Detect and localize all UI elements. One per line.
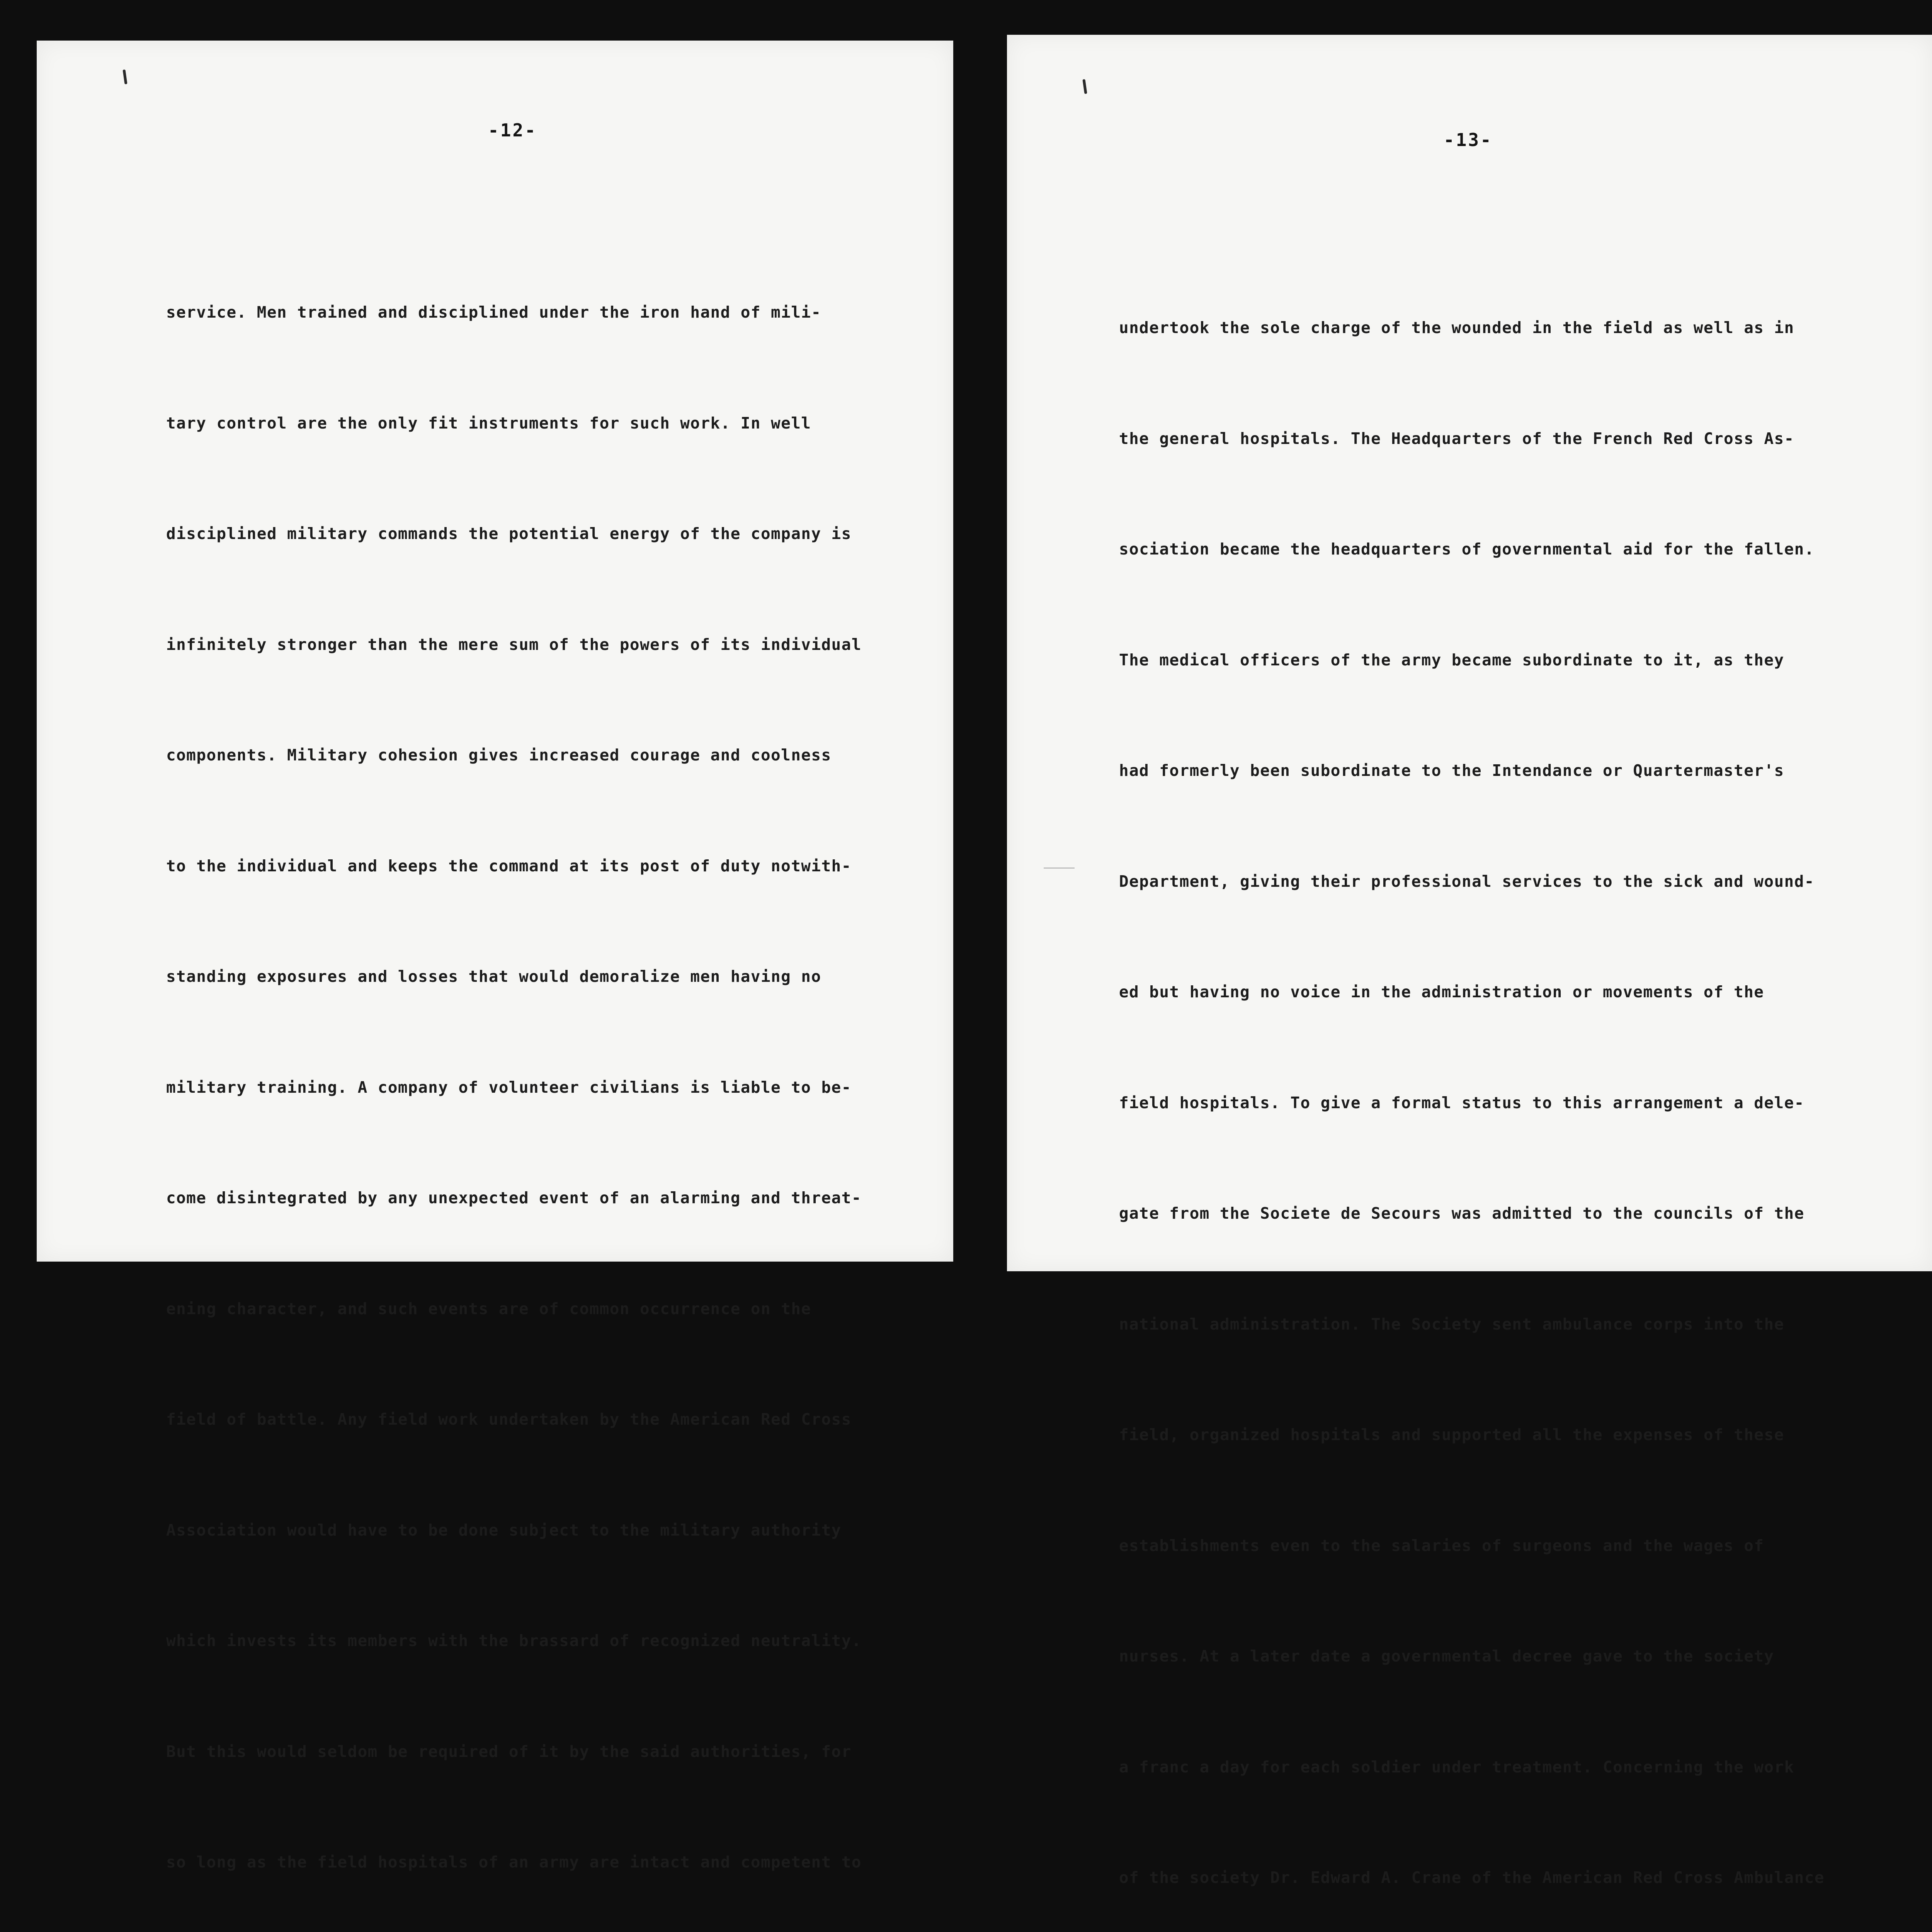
text-line: Association would have to be done subject to the military authority xyxy=(166,1520,842,1539)
text-line: ed but having no voice in the administration or movements of the xyxy=(1119,983,1764,1001)
text-line: field, organized hospitals and supported all the expenses of these xyxy=(1119,1425,1784,1444)
text-line: tary control are the only fit instruments for such work. In well xyxy=(166,413,811,432)
text-line: disciplined military commands the potential energy of the company is xyxy=(166,524,852,543)
page-number: -12- xyxy=(488,120,537,141)
ink-mark xyxy=(122,70,127,85)
text-line: which invests its members with the brassard of recognized neutrality. xyxy=(166,1631,862,1650)
text-line: national administration. The Society sent ambulance corps into the xyxy=(1119,1315,1784,1333)
text-line: service. Men trained and disciplined under the iron hand of mili- xyxy=(166,303,821,321)
page-number: -13- xyxy=(1444,129,1493,150)
text-line: infinitely stronger than the mere sum of the powers of its individual xyxy=(166,635,862,654)
body-text xyxy=(1119,236,1825,1932)
margin-mark xyxy=(1044,867,1075,869)
text-line: field hospitals. To give a formal status to this arrangement a dele- xyxy=(1119,1093,1804,1112)
text-line: military training. A company of volunteer civilians is liable to be- xyxy=(166,1078,852,1097)
left-page xyxy=(37,41,953,1871)
text-line: nurses. At a later date a governmental decree gave to the society xyxy=(1119,1647,1774,1665)
text-line: the general hospitals. The Headquarters of the French Red Cross As- xyxy=(1119,429,1794,448)
text-line: of the society Dr. Edward A. Crane of the American Red Cross Ambulance xyxy=(1119,1868,1825,1887)
text-line: Department, giving their professional services to the sick and wound- xyxy=(1119,872,1815,891)
ink-mark xyxy=(1082,79,1087,94)
text-line: ening character, and such events are of common occurrence on the xyxy=(166,1299,811,1318)
text-line: undertook the sole charge of the wounded in the field as well as in xyxy=(1119,318,1794,337)
text-line: come disintegrated by any unexpected event of an alarming and threat- xyxy=(166,1189,862,1207)
text-line: components. Military cohesion gives increased courage and coolness xyxy=(166,746,832,764)
text-line: sociation became the headquarters of governmental aid for the fallen. xyxy=(1119,540,1815,558)
text-line: to the individual and keeps the command at its post of duty notwith- xyxy=(166,856,852,875)
text-line: The medical officers of the army became subordinate to it, as they xyxy=(1119,650,1784,669)
text-line: establishments even to the salaries of surgeons and the wages of xyxy=(1119,1536,1764,1555)
right-page xyxy=(1007,35,1932,1887)
text-line: gate from the Societe de Secours was admitted to the councils of the xyxy=(1119,1204,1804,1223)
text-line: so long as the field hospitals of an army are intact and competent to xyxy=(166,1853,862,1871)
text-line: standing exposures and losses that would demoralize men having no xyxy=(166,967,821,986)
text-line: field of battle. Any field work undertaken by the American Red Cross xyxy=(166,1410,852,1429)
body-text xyxy=(166,220,862,1932)
text-line: But this would seldom be required of it by the said authorities, for xyxy=(166,1742,852,1761)
text-line: had formerly been subordinate to the Intendance or Quartermaster's xyxy=(1119,761,1784,780)
text-line: a franc a day for each soldier under treatment. Concerning the work xyxy=(1119,1757,1794,1776)
